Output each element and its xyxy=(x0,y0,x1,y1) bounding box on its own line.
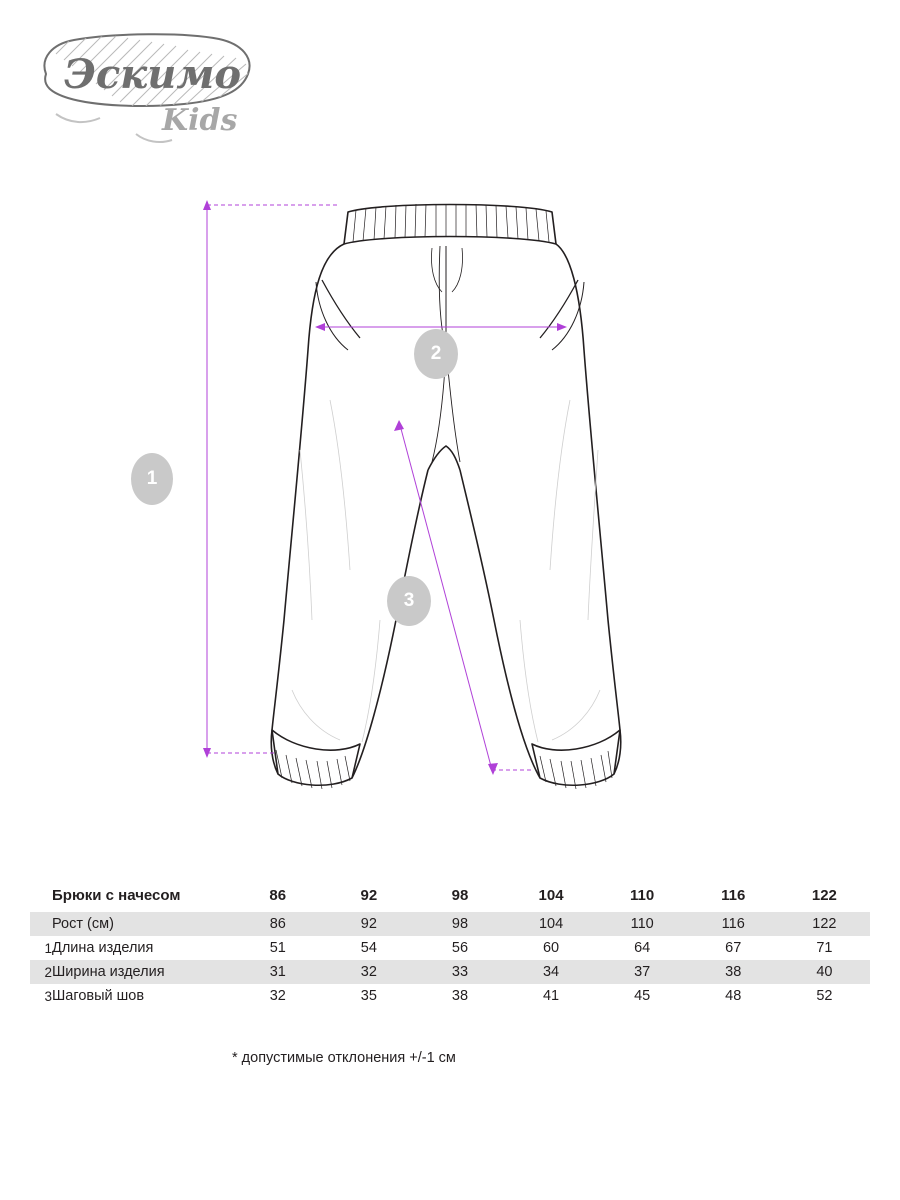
swirl-decoration-icon xyxy=(56,114,100,122)
cell-value: 34 xyxy=(542,964,560,980)
row-num: 3 xyxy=(44,988,53,1004)
cell-value: 54 xyxy=(360,940,377,956)
cell-value: 98 xyxy=(451,916,469,932)
table-row xyxy=(30,960,870,984)
size-header-86: 86 xyxy=(269,886,287,904)
callout-3 xyxy=(387,576,431,626)
cell-value: 48 xyxy=(725,988,742,1004)
size-header-110: 110 xyxy=(630,886,655,904)
row-num: 1 xyxy=(44,940,53,956)
callout-1 xyxy=(131,453,173,505)
brand-sub-text: Kids xyxy=(162,103,238,138)
row-label: Ширина изделия xyxy=(52,964,165,980)
cell-value: 67 xyxy=(725,940,742,956)
size-header-104: 104 xyxy=(538,886,564,904)
cell-value: 116 xyxy=(721,916,745,932)
cell-value: 92 xyxy=(360,916,377,932)
table-row xyxy=(30,936,870,960)
cell-value: 31 xyxy=(269,964,286,980)
cell-value: 51 xyxy=(269,940,286,956)
tolerance-note: * допустимые отклонения +/-1 см xyxy=(232,1050,456,1066)
header-num-cell xyxy=(30,878,52,912)
cell-value: 86 xyxy=(269,916,286,932)
size-header-98: 98 xyxy=(451,886,469,904)
cell-value: 71 xyxy=(816,940,833,956)
cell-value: 32 xyxy=(269,988,286,1004)
table-row xyxy=(30,912,870,936)
cell-value: 35 xyxy=(360,988,377,1004)
cell-value: 45 xyxy=(634,988,651,1004)
cell-value: 52 xyxy=(816,988,833,1004)
cell-value: 60 xyxy=(542,940,560,956)
cell-value: 32 xyxy=(360,964,377,980)
table-title: Брюки с начесом xyxy=(52,886,181,904)
row-label: Длина изделия xyxy=(52,940,154,956)
brand-logo-icon xyxy=(34,28,266,146)
table-row xyxy=(30,984,870,1008)
row-num: 2 xyxy=(44,964,53,980)
size-table xyxy=(30,878,870,1008)
cell-value: 41 xyxy=(542,988,560,1004)
size-header-116: 116 xyxy=(721,886,746,904)
brand-name-text: Эскимо xyxy=(64,51,242,98)
cell-value: 38 xyxy=(725,964,742,980)
row-num xyxy=(30,912,52,936)
cell-value: 64 xyxy=(634,940,651,956)
size-header-92: 92 xyxy=(360,886,378,904)
cell-value: 110 xyxy=(630,916,654,932)
cell-value: 122 xyxy=(812,916,837,932)
callout-1-label: 1 xyxy=(146,468,158,489)
cell-value: 33 xyxy=(451,964,469,980)
cell-value: 38 xyxy=(451,988,469,1004)
callout-2-label: 2 xyxy=(430,343,442,364)
cell-value: 56 xyxy=(451,940,469,956)
row-label: Рост (см) xyxy=(52,916,114,932)
table-header-row xyxy=(30,878,870,912)
cell-value: 40 xyxy=(816,964,833,980)
cell-value: 37 xyxy=(634,964,651,980)
row-label: Шаговый шов xyxy=(52,988,145,1004)
callout-3-label: 3 xyxy=(403,590,415,611)
size-header-122: 122 xyxy=(811,886,837,904)
brand-logo xyxy=(34,28,266,146)
cell-value: 104 xyxy=(538,916,564,932)
callout-2 xyxy=(414,329,458,379)
